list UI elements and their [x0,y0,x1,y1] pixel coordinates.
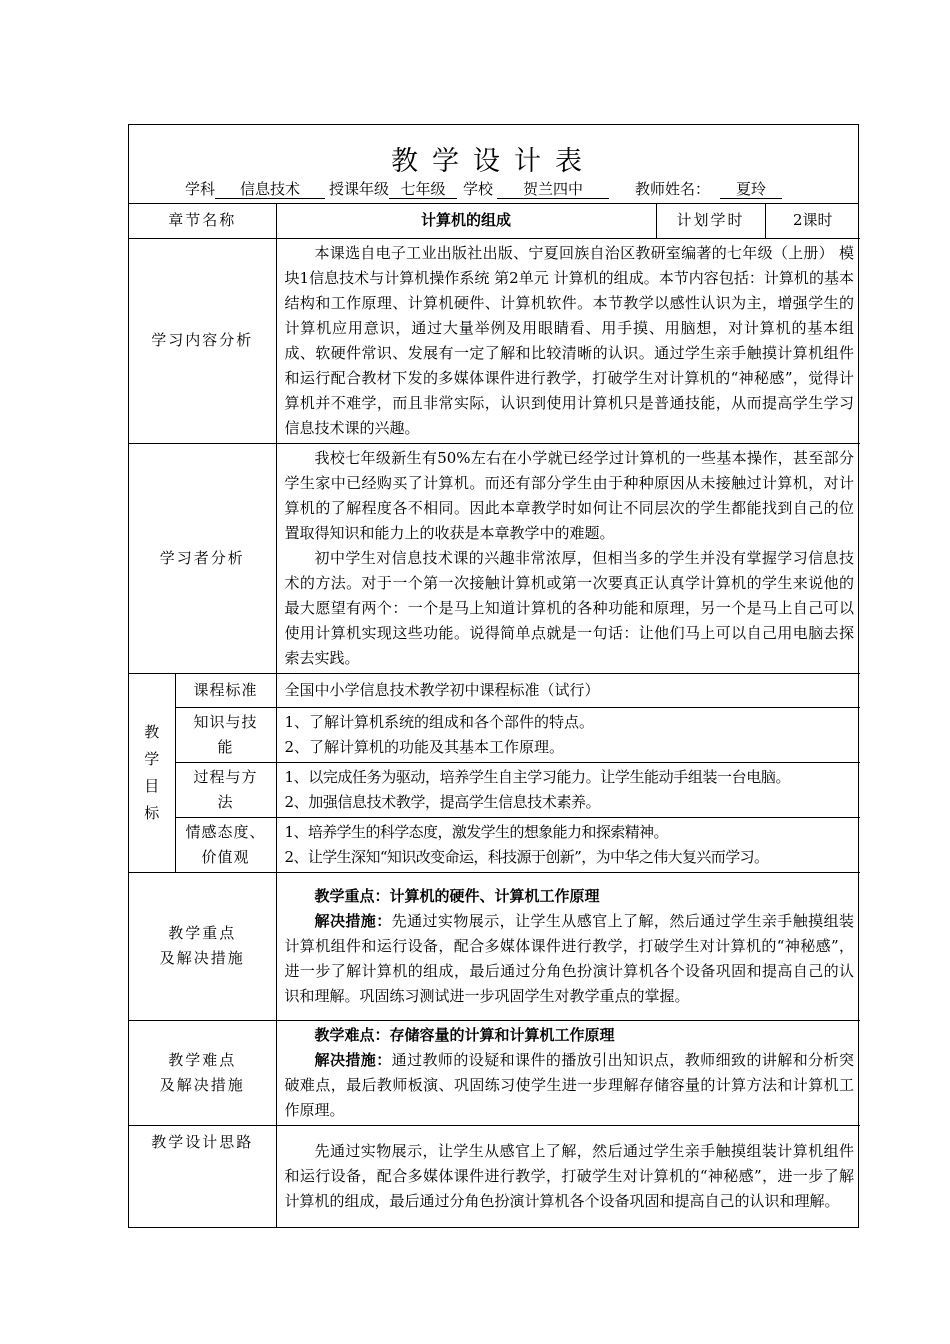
grade-label: 授课年级 [329,180,390,198]
learner-analysis-label: 学习者分析 [129,443,276,673]
subject-label: 学科 [185,180,216,198]
hours-label: 计划学时 [656,204,765,238]
design-idea-text: 先通过实物展示，让学生从感官上了解，然后通过学生亲手触摸组装计算机组件和运行设备，配合多媒体课件进行教学，打破学生对计算机的“神秘感”，进一步了解计算机的组成，最后通过分角色扮演计算机各个设备巩固和提高自己的认识和理解。 [284,1141,855,1210]
knowledge-item: 2、了解计算机的功能及其基本工作原理。 [284,737,565,756]
goal-knowledge-row [129,707,860,762]
key-points-measure-text: 先通过实物展示，让学生从感官上了解，然后通过学生亲手触摸组装计算机组件和运行设备，配合多媒体课件进行教学，打破学生对计算机的“神秘感”，进一步了解计算机的组成，最后通过分角色扮演计算机各个设备巩固和提高自己的认识和理解。巩固练习测试进一步巩固学生对教学重点的掌握。 [284,911,855,1005]
goals-label-char: 教 [144,722,160,741]
standard-label: 课程标准 [175,673,276,707]
content-analysis-text: 本课选自电子工业出版社出版、宁夏回族自治区教研室编著的七年级（上册） 模块1信息技术与计算机操作系统 第2单元 计算机的组成。本节内容包括：计算机的基本结构和工作原理、计算机硬件、计算机软件。本节教学以感性认识为主，增强学生的计算机应用意识，通过大量举例及用眼睛看、用手摸、用脑想，对计算机的基本组成、软硬件常识、发展有一定了解和比较清晰的认识。通过学生亲手触摸计算机组件和运行配合教材下发的多媒体课件进行教学，打破学生对计算机的“神秘感”，觉得计算机并不难学，而且非常实际，认识到使用计算机只是普通技能，从而提高学生学习信息技术课的兴趣。 [284,243,855,437]
emotion-item: 2、让学生深知“知识改变命运，科技源于创新”，为中华之伟大复兴而学习。 [284,847,769,866]
key-points-heading: 教学重点：计算机的硬件、计算机工作原理 [314,886,600,905]
chapter-value: 计算机的组成 [276,204,656,238]
chapter-label: 章节名称 [129,204,276,238]
learner-analysis-para-2: 初中学生对信息技术课的兴趣非常浓厚，但相当多的学生并没有掌握学习信息技术的方法。对于一个第一次接触计算机或第一次要真正认真学计算机的学生来说他的最大愿望有两个：一个是马上知道计算机的各种功能和原理，另一个是马上自己可以使用计算机实现这些功能。说得简单点就是一句话：让他们马上可以自己用电脑去探索去实践。 [284,548,855,667]
learner-analysis-para-1: 我校七年级新生有50%左右在小学就已经学过计算机的一些基本操作，甚至部分学生家中已经购买了计算机。而还有部分学生由于种种原因从未接触过计算机，对计算机的了解程度各不相同。因此本章教学时如何让不同层次的学生都能找到自己的位置取得知识和能力上的收获是本章教学中的难题。 [284,448,855,542]
knowledge-item: 1、了解计算机系统的组成和各个部件的特点。 [284,712,595,731]
difficult-points-measure-text: 通过教师的设疑和课件的播放引出知识点，教师细致的讲解和分析突破难点，最后教师板演、巩固练习使学生进一步理解存储容量的计算方法和计算机工作原理。 [284,1050,855,1119]
knowledge-label [175,707,276,762]
key-points-label-line-1: 教学重点 [168,924,237,942]
teacher-label: 教师姓名： [635,180,711,198]
hours-value: 2课时 [765,204,860,238]
key-points-cell [276,872,860,1020]
content-analysis-cell [276,238,860,443]
learner-analysis-cell [276,443,860,673]
emotion-label-line-2: 价值观 [201,847,250,866]
process-item: 1、以完成任务为驱动，培养学生自主学习能力。让学生能动手组装一台电脑。 [284,767,791,786]
emotion-item: 1、培养学生的科学态度，激发学生的想象能力和探索精神。 [284,822,668,841]
process-label-line-1: 过程与方 [193,767,258,786]
teacher-value: 夏玲 [720,180,782,199]
key-points-measure-label: 解决措施： [314,911,392,930]
subject-value: 信息技术 [215,180,325,199]
emotion-cell [276,817,860,872]
key-points-label [129,872,276,1020]
emotion-label [175,817,276,872]
difficult-points-cell [276,1020,860,1125]
goals-label-char: 标 [144,803,160,822]
sheet-header [129,125,858,204]
learner-analysis-row [129,443,860,673]
difficult-points-heading: 教学难点：存储容量的计算和计算机工作原理 [314,1025,615,1044]
goals-label-char: 学 [144,749,160,768]
emotion-label-line-1: 情感态度、 [185,822,266,841]
design-idea-row [129,1125,860,1227]
process-item: 2、加强信息技术教学，提高学生信息技术素养。 [284,792,601,811]
sheet-title: 教学设计表 [391,146,596,177]
design-table [129,204,860,1227]
school-label: 学校 [463,180,494,198]
difficult-points-label-line-2: 及解决措施 [159,1075,245,1094]
difficult-points-row [129,1020,860,1125]
sheet-info-line [185,178,782,199]
difficult-points-label [129,1020,276,1125]
goal-standard-row [129,673,860,707]
knowledge-label-line-2: 能 [217,737,234,756]
design-idea-cell [276,1125,860,1227]
school-value: 贺兰四中 [497,180,609,199]
lesson-design-sheet [128,124,859,1228]
goal-emotion-row [129,817,860,872]
content-analysis-row [129,238,860,443]
content-analysis-label: 学习内容分析 [129,238,276,443]
process-label-line-2: 法 [217,792,234,811]
process-cell [276,762,860,817]
knowledge-cell [276,707,860,762]
knowledge-label-line-1: 知识与技 [193,712,258,731]
goals-label-char: 目 [144,776,160,795]
standard-text: 全国中小学信息技术教学初中课程标准（试行） [276,673,860,707]
chapter-row [129,204,860,238]
process-label [175,762,276,817]
difficult-points-measure-label: 解决措施： [314,1050,392,1069]
difficult-points-label-line-1: 教学难点 [168,1050,237,1069]
grade-value: 七年级 [389,180,457,199]
goal-process-row [129,762,860,817]
key-points-row [129,872,860,1020]
design-idea-label: 教学设计思路 [129,1125,276,1227]
goals-group-label [129,673,175,872]
key-points-label-line-2: 及解决措施 [159,949,245,967]
